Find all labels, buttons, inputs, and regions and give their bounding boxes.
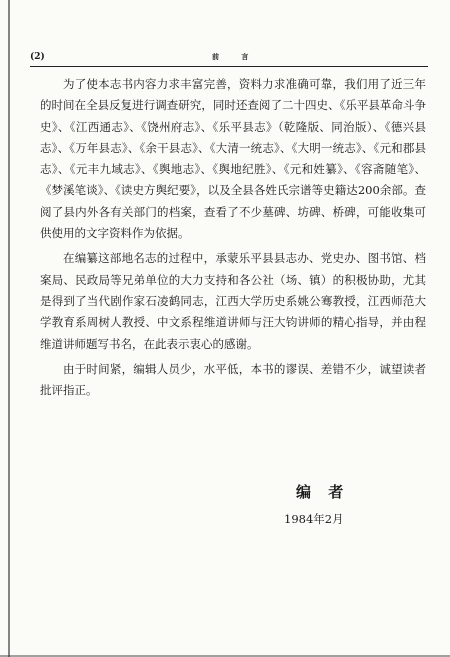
date: 1984年2月 bbox=[284, 512, 344, 526]
header-rule bbox=[30, 66, 428, 67]
paragraph-apology: 由于时间紧，编辑人员少，水平低，本书的谬误、差错不少，诚望读者批评指正。 bbox=[40, 361, 426, 398]
signature: 编 者 bbox=[296, 483, 350, 501]
page-number: (2) bbox=[30, 52, 45, 62]
preface-body bbox=[40, 74, 426, 401]
page-header bbox=[30, 51, 428, 67]
paragraph-sources: 为了使本志书内容力求丰富完善，资料力求准确可靠，我们用了近三年的时间在全县反复进行调查研究，同时还查阅了二十四史、《乐平县革命斗争史》、《江西通志》、《饶州府志》、《乐平县志》（乾隆版、同治版）、《德兴县志》、《万年县志》、《余干县志》、《大清一统志》、《大明一统志》、《元和郡县志》、《元丰九域志》、《舆地志》、《舆地纪胜》、《元和姓纂》、《容斋随笔》、《梦溪笔谈》、《读史方舆纪要》，以及全县各姓氏宗谱等史籍达200余部。查阅了县内外各有关部门的档案，查看了不少墓碑、坊碑、桥碑，可能收集可供使用的文字资料作为依据。 bbox=[40, 77, 426, 241]
scan-edge-left bbox=[8, 0, 10, 657]
running-title: 前 言 bbox=[212, 52, 259, 61]
paragraph-acknowledgements: 在编纂这部地名志的过程中，承蒙乐平县县志办、党史办、图书馆、档案局、民政局等兄弟单位的大力支持和各公社（场、镇）的积极协助，尤其是得到了当代剧作家石凌鹤同志，江西大学历史系姚公骞教授，江西师范大学教育系周树人教授、中文系程维道讲师与汪大钧讲师的精心指导，并由程维道讲师题写书名，在此表示衷心的感谢。 bbox=[40, 251, 426, 351]
